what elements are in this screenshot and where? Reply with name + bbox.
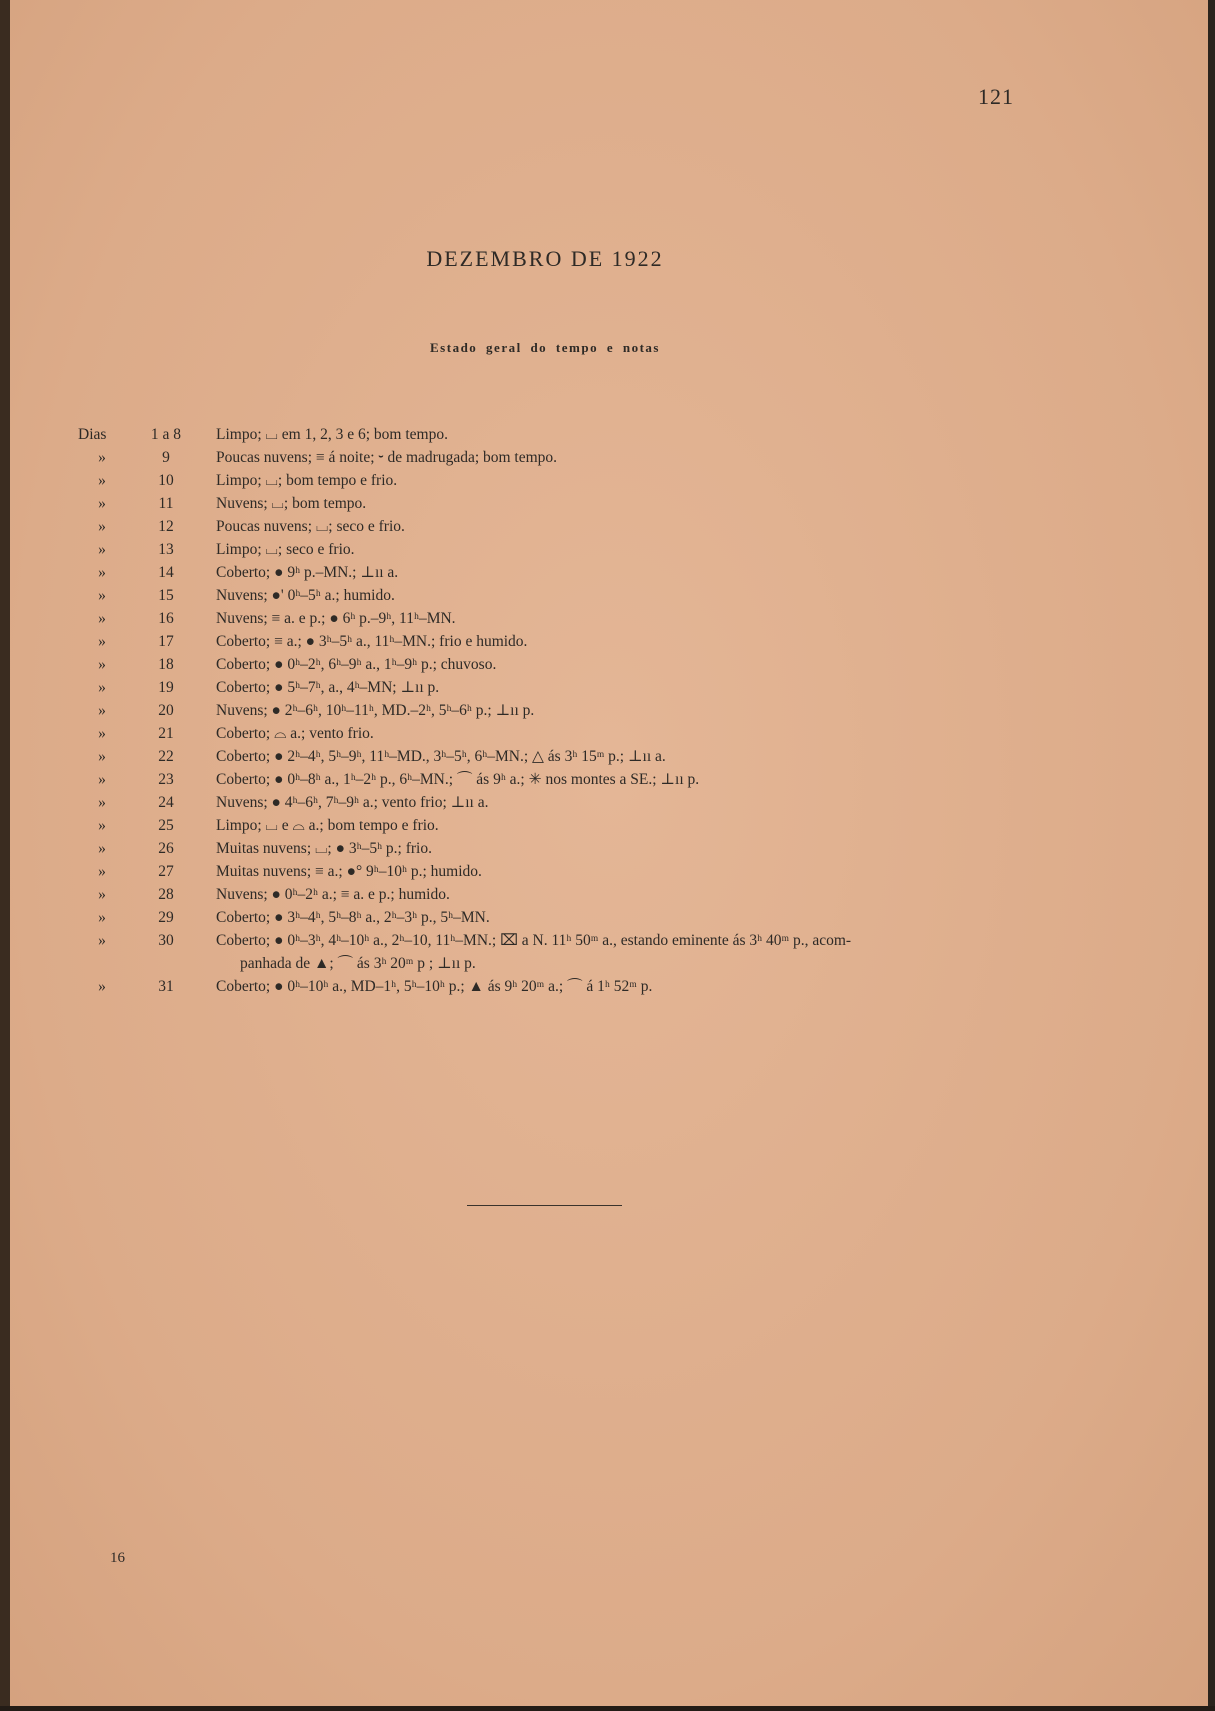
row-note: Muitas nuvens; ≡ a.; ●° 9ʰ–10ʰ p.; humido. [216, 863, 482, 880]
row-day: 22 [158, 748, 174, 765]
row-note: Coberto; ≡ a.; ● 3ʰ–5ʰ a., 11ʰ–MN.; frio e humido. [216, 633, 528, 650]
table-row [10, 654, 1208, 676]
row-prefix: » [98, 633, 106, 650]
table-row [10, 608, 1208, 630]
page-number: 121 [978, 84, 1014, 109]
row-day: 1 a 8 [150, 426, 182, 443]
row-note: Limpo; ⌴ em 1, 2, 3 e 6; bom tempo. [216, 426, 448, 443]
table-row [10, 884, 1208, 906]
page-bottom-edge [0, 1706, 1215, 1711]
row-note: Limpo; ⌴; bom tempo e frio. [216, 472, 398, 489]
row-prefix: » [98, 932, 106, 949]
printer-signature-mark: 16 [110, 1550, 125, 1566]
row-note: Coberto; ● 5ʰ–7ʰ, a., 4ʰ–MN; ⊥ıı p. [216, 679, 440, 696]
row-note: Nuvens; ●' 0ʰ–5ʰ a.; humido. [216, 587, 395, 604]
row-day: 11 [158, 495, 174, 512]
row-note: Nuvens; ● 2ʰ–6ʰ, 10ʰ–11ʰ, MD.–2ʰ, 5ʰ–6ʰ p.; ⊥ıı p. [216, 702, 535, 719]
page-title: DEZEMBRO DE 1922 [426, 246, 664, 271]
row-day: 25 [158, 817, 174, 834]
row-note: Nuvens; ● 0ʰ–2ʰ a.; ≡ a. e p.; humido. [216, 886, 450, 903]
table-row [10, 562, 1208, 584]
row-prefix: » [98, 702, 106, 719]
table-row [10, 838, 1208, 860]
table-row [10, 631, 1208, 653]
row-prefix: » [98, 748, 106, 765]
row-note: Coberto; ● 2ʰ–4ʰ, 5ʰ–9ʰ, 11ʰ–MD., 3ʰ–5ʰ, 6ʰ–MN.; △ ás 3ʰ 15ᵐ p.; ⊥ıı a. [216, 748, 666, 765]
row-day: 28 [158, 886, 174, 903]
table-row [10, 539, 1208, 561]
row-day: 13 [158, 541, 174, 558]
row-note: Coberto; ● 0ʰ–2ʰ, 6ʰ–9ʰ a., 1ʰ–9ʰ p.; chuvoso. [216, 656, 497, 673]
row-note: Poucas nuvens; ⌴; seco e frio. [216, 518, 405, 535]
table-row [10, 907, 1208, 929]
row-prefix: » [98, 886, 106, 903]
row-prefix: » [98, 840, 106, 857]
row-day: 31 [158, 978, 174, 995]
row-prefix: » [98, 518, 106, 535]
table-row [10, 700, 1208, 722]
row-note: Nuvens; ● 4ʰ–6ʰ, 7ʰ–9ʰ a.; vento frio; ⊥ıı a. [216, 794, 489, 811]
row-day: 18 [158, 656, 174, 673]
row-note: Coberto; ● 0ʰ–10ʰ a., MD–1ʰ, 5ʰ–10ʰ p.; ▲ ás 9ʰ 20ᵐ a.; ⌒ á 1ʰ 52ᵐ p. [216, 978, 653, 995]
row-note: Limpo; ⌴; seco e frio. [216, 541, 355, 558]
table-row [10, 861, 1208, 883]
table-row-continuation [10, 953, 1208, 975]
row-prefix: » [98, 495, 106, 512]
table-row [10, 470, 1208, 492]
table-row [10, 516, 1208, 538]
row-day: 30 [158, 932, 174, 949]
row-note: Nuvens; ≡ a. e p.; ● 6ʰ p.–9ʰ, 11ʰ–MN. [216, 610, 456, 627]
row-prefix: » [98, 564, 106, 581]
row-prefix: » [98, 909, 106, 926]
table-row [10, 585, 1208, 607]
book-gutter [0, 0, 10, 1711]
row-note: Coberto; ● 0ʰ–3ʰ, 4ʰ–10ʰ a., 2ʰ–10, 11ʰ–MN.; ⌧ a N. 11ʰ 50ᵐ a., estando eminente ás 3ʰ 40ᵐ p., acom- [216, 932, 852, 949]
table-row [10, 792, 1208, 814]
row-prefix: » [98, 472, 106, 489]
row-prefix: » [98, 587, 106, 604]
row-prefix: » [98, 449, 106, 466]
row-prefix: » [98, 725, 106, 742]
row-day: 21 [158, 725, 174, 742]
table-row [10, 723, 1208, 745]
row-day: 23 [158, 771, 174, 788]
row-prefix: » [98, 610, 106, 627]
row-note: Coberto; ⌓ a.; vento frio. [216, 725, 374, 742]
row-day: 20 [158, 702, 174, 719]
row-prefix: » [98, 656, 106, 673]
row-prefix: » [98, 794, 106, 811]
row-day: 9 [162, 449, 170, 466]
row-prefix: » [98, 863, 106, 880]
table-row [10, 769, 1208, 791]
row-note: Coberto; ● 0ʰ–8ʰ a., 1ʰ–2ʰ p., 6ʰ–MN.; ⌒ ás 9ʰ a.; ✳ nos montes a SE.; ⊥ıı p. [216, 771, 700, 788]
row-prefix: » [98, 679, 106, 696]
table-row [10, 447, 1208, 469]
table-row [10, 424, 1208, 446]
row-day: 15 [158, 587, 174, 604]
row-day: 24 [158, 794, 174, 811]
row-prefix: Dias [78, 426, 107, 443]
row-note: Limpo; ⌴ e ⌓ a.; bom tempo e frio. [216, 817, 439, 834]
table-row [10, 746, 1208, 768]
row-day: 12 [158, 518, 174, 535]
row-day: 27 [158, 863, 174, 880]
row-prefix: » [98, 771, 106, 788]
row-day: 14 [158, 564, 174, 581]
row-prefix: » [98, 978, 106, 995]
row-note: Poucas nuvens; ≡ á noite; ⏑ de madrugada; bom tempo. [216, 449, 558, 466]
row-prefix: » [98, 817, 106, 834]
table-row [10, 815, 1208, 837]
closing-rule [467, 1205, 622, 1206]
row-day: 16 [158, 610, 174, 627]
row-day: 19 [158, 679, 174, 696]
row-note: Coberto; ● 3ʰ–4ʰ, 5ʰ–8ʰ a., 2ʰ–3ʰ p., 5ʰ–MN. [216, 909, 490, 926]
page [10, 0, 1208, 1706]
row-day: 29 [158, 909, 174, 926]
table-row [10, 493, 1208, 515]
row-day: 10 [158, 472, 174, 489]
row-note: Nuvens; ⌴; bom tempo. [216, 495, 367, 512]
table-row [10, 677, 1208, 699]
table-row [10, 930, 1208, 952]
row-note: Muitas nuvens; ⌴; ● 3ʰ–5ʰ p.; frio. [216, 840, 432, 857]
row-day: 17 [158, 633, 174, 650]
section-subtitle: Estado geral do tempo e notas [430, 340, 660, 355]
row-note-continuation: panhada de ▲; ⌒ ás 3ʰ 20ᵐ p ; ⊥ıı p. [240, 955, 476, 972]
table-row [10, 976, 1208, 998]
row-day: 26 [158, 840, 174, 857]
row-note: Coberto; ● 9ʰ p.–MN.; ⊥ıı a. [216, 564, 399, 581]
row-prefix: » [98, 541, 106, 558]
